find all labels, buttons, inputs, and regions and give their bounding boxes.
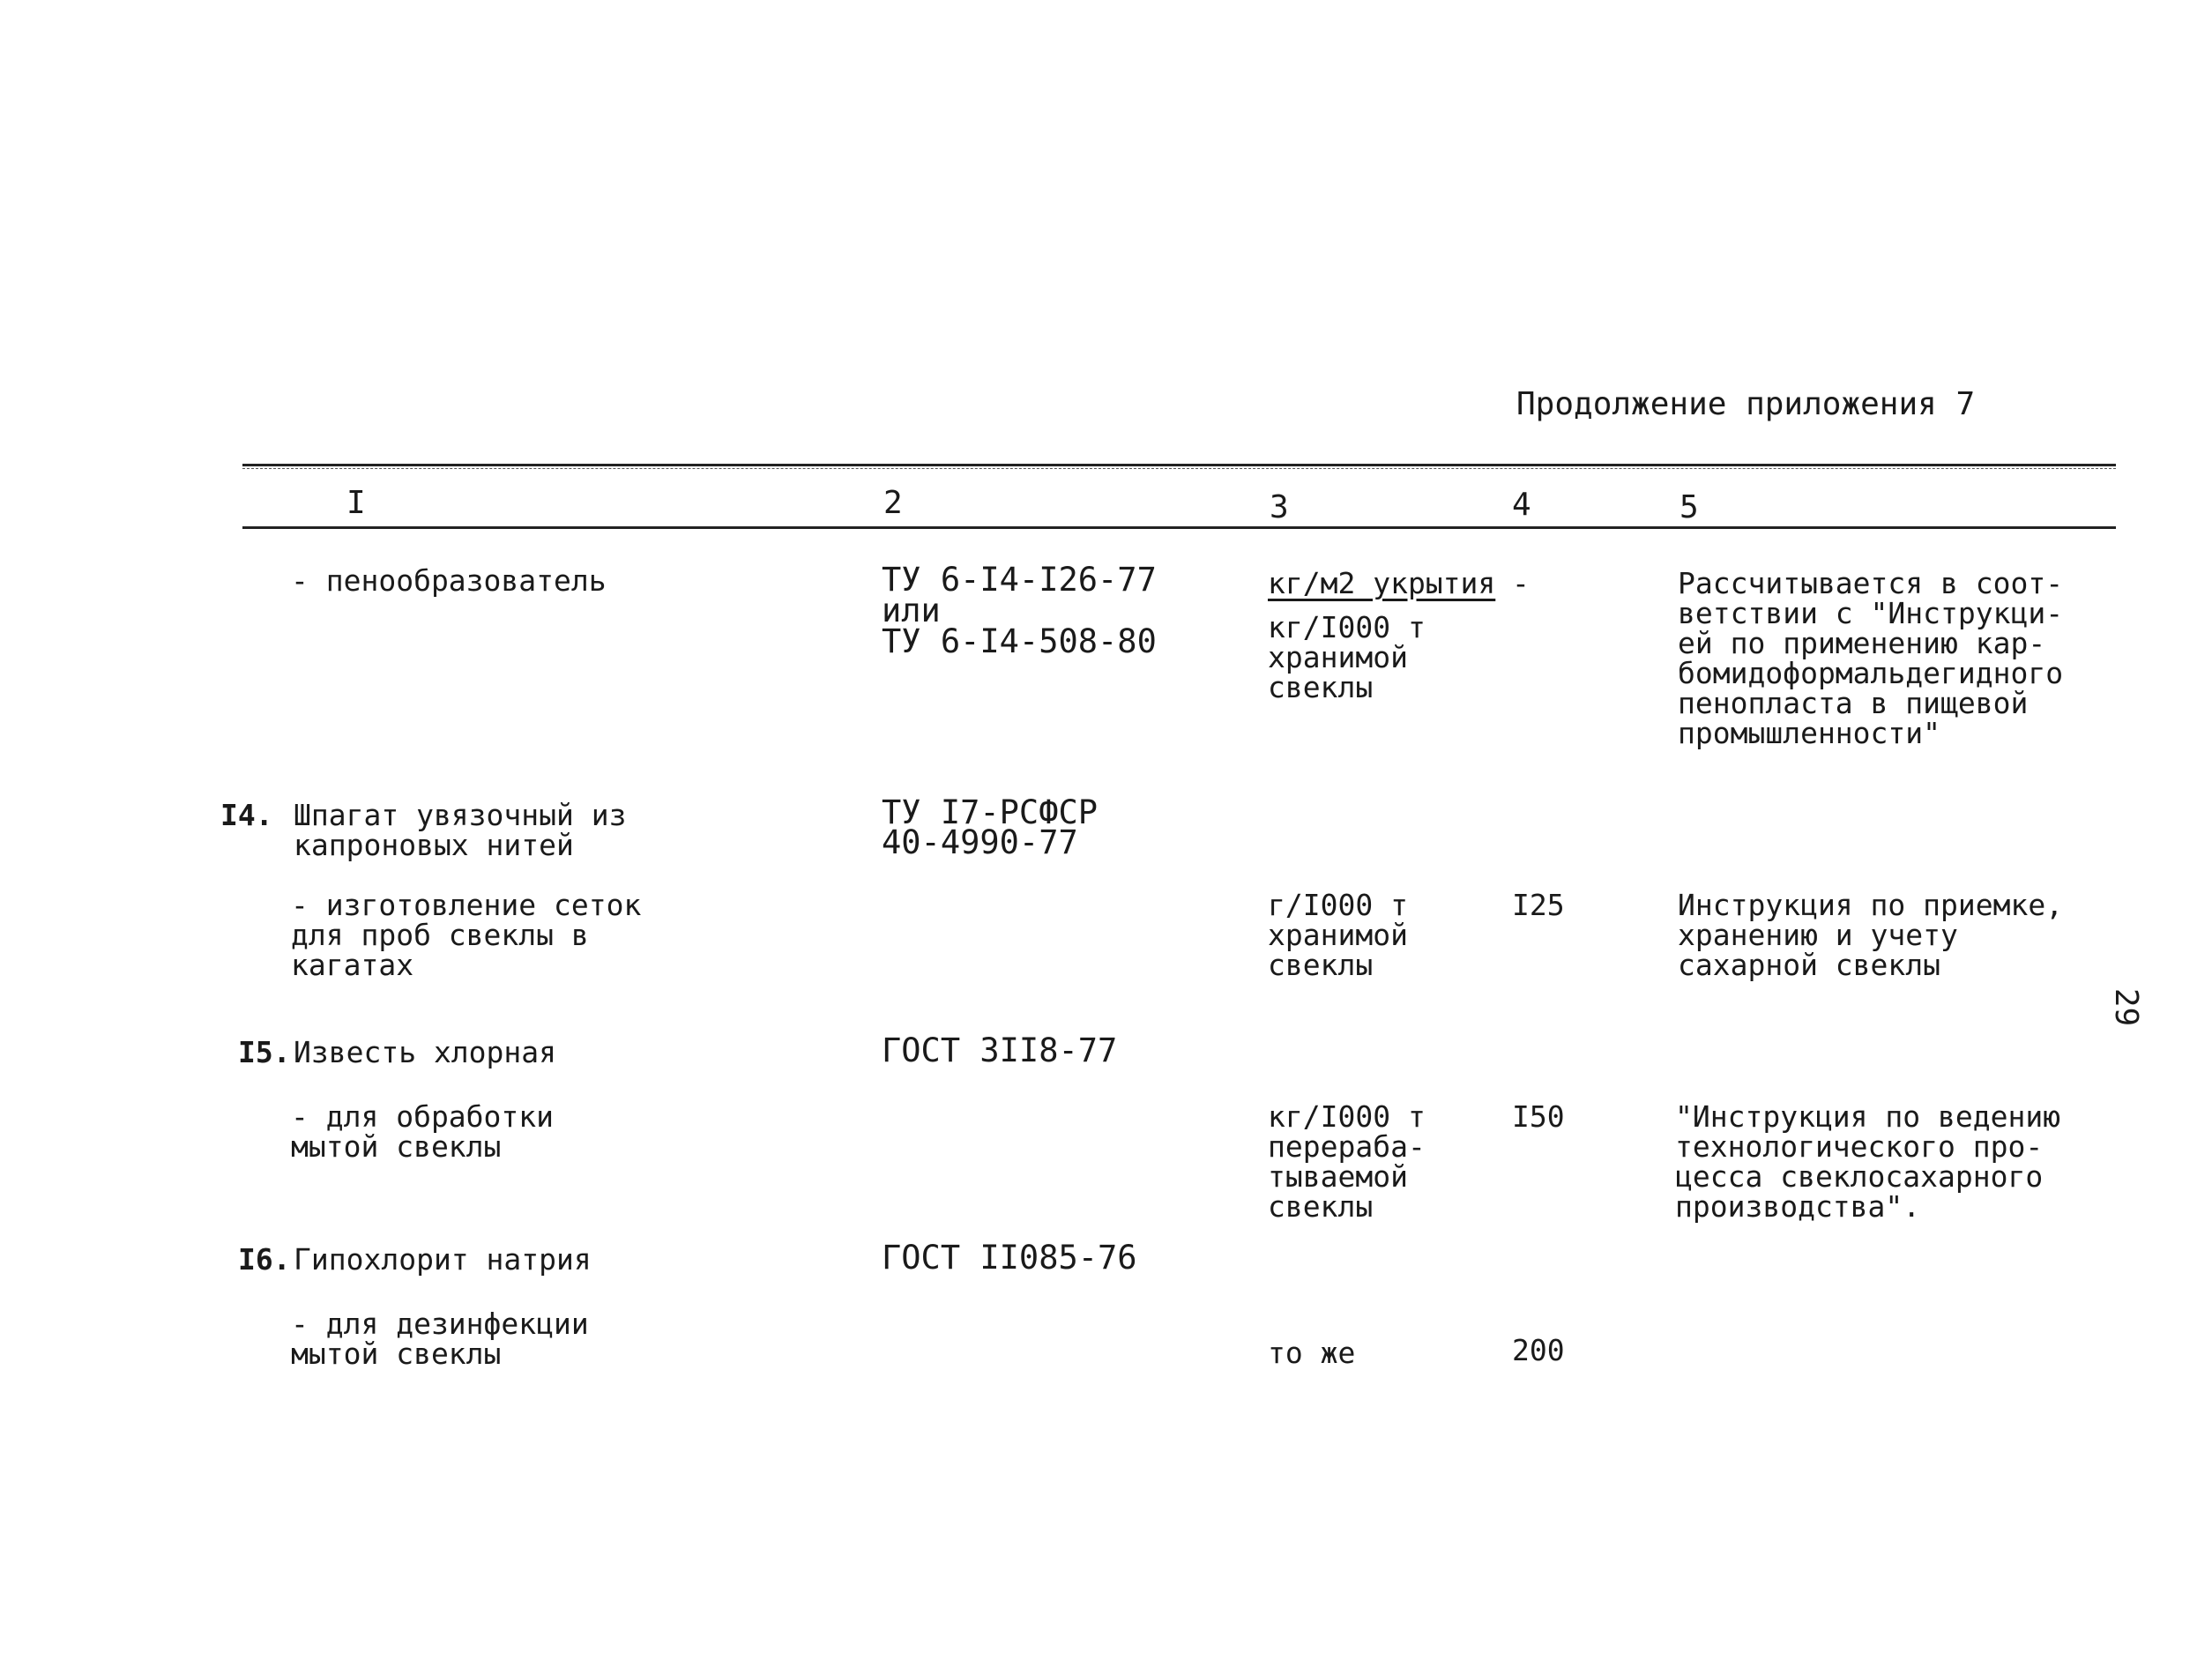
row-standard: ГОСТ II085-76 bbox=[882, 1239, 1137, 1277]
row-standard: ГОСТ 3II8-77 bbox=[882, 1031, 1118, 1069]
row-standard: ТУ 6-I4-I26-77 или ТУ 6-I4-508-80 bbox=[882, 561, 1157, 660]
column-header-3: 3 bbox=[1270, 489, 1289, 525]
row-standard: ТУ I7-РСФСР 40-4990-77 bbox=[882, 793, 1099, 861]
item-number: I4. bbox=[220, 798, 273, 832]
row-norm: I50 bbox=[1512, 1099, 1565, 1134]
column-header-4: 4 bbox=[1512, 487, 1531, 523]
row-unit: г/I000 т хранимой свеклы bbox=[1268, 888, 1408, 982]
row-norm: - bbox=[1512, 566, 1530, 600]
item-number: I6. bbox=[238, 1242, 291, 1277]
row-name: Гипохлорит натрия bbox=[294, 1242, 592, 1277]
column-header-2: 2 bbox=[883, 485, 903, 521]
row-note: Рассчитывается в соот- ветствии с "Инструкци- ей по применению кар- бомидоформальдегидного пенопласта в пищевой промышленности" bbox=[1678, 566, 2064, 750]
row-name: - для обработки мытой свеклы bbox=[291, 1099, 555, 1164]
row-name: - пенообразователь bbox=[291, 563, 607, 598]
row-name: Шпагат увязочный из капроновых нитей bbox=[294, 798, 627, 862]
page-number: 29 bbox=[2108, 987, 2145, 1027]
header-bottom-rule bbox=[242, 526, 2116, 529]
row-unit: кг/м2 укрытия bbox=[1268, 566, 1496, 600]
row-unit: кг/I000 т перераба- тываемой свеклы bbox=[1268, 1099, 1426, 1224]
column-header-1: I bbox=[346, 485, 366, 521]
row-name: - для дезинфекции мытой свеклы bbox=[291, 1307, 589, 1371]
table-top-rule-thin bbox=[242, 468, 2116, 469]
item-number: I5. bbox=[238, 1035, 291, 1069]
column-header-5: 5 bbox=[1679, 489, 1699, 525]
row-name: Известь хлорная bbox=[294, 1035, 557, 1069]
row-name: - изготовление сеток для проб свеклы в кагатах bbox=[291, 888, 642, 982]
row-norm: 200 bbox=[1512, 1333, 1565, 1367]
row-unit: то же bbox=[1268, 1336, 1356, 1370]
continuation-title: Продолжение приложения 7 bbox=[1516, 386, 1976, 422]
table-top-rule bbox=[242, 464, 2116, 466]
row-note: "Инструкция по ведению технологического про- цесса свеклосахарного производства". bbox=[1675, 1099, 2061, 1224]
row-note: Инструкция по приемке, хранению и учету сахарной свеклы bbox=[1678, 888, 2064, 982]
row-norm: I25 bbox=[1512, 888, 1565, 922]
row-unit: кг/I000 т хранимой свеклы bbox=[1268, 610, 1426, 704]
